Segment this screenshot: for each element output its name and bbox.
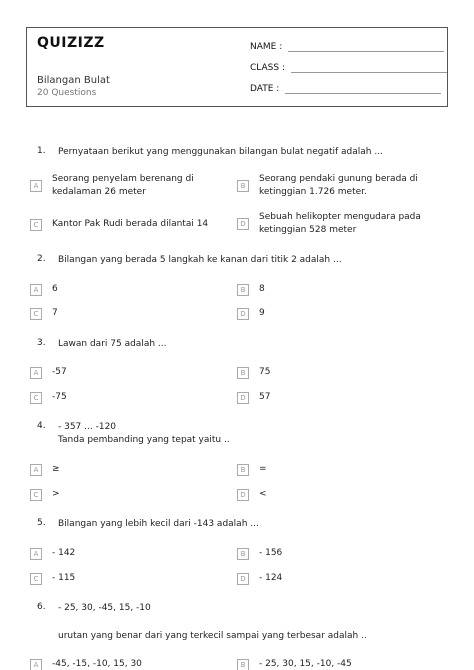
option-text bbox=[259, 173, 418, 199]
date-field[interactable] bbox=[250, 84, 441, 94]
option-letter: D bbox=[237, 573, 249, 585]
option-text: 9 bbox=[259, 308, 265, 318]
option-3c[interactable] bbox=[30, 391, 67, 404]
question-3 bbox=[37, 338, 166, 351]
question-number: 3. bbox=[37, 338, 46, 348]
worksheet-header bbox=[26, 27, 448, 107]
option-text: - 124 bbox=[259, 573, 283, 583]
question-number: 6. bbox=[37, 602, 46, 612]
option-letter: B bbox=[237, 367, 249, 379]
option-text: -45, -15, -10, 15, 30 bbox=[52, 659, 142, 669]
option-letter: A bbox=[30, 180, 42, 192]
option-text: < bbox=[259, 489, 267, 499]
option-text: 75 bbox=[259, 367, 271, 377]
option-4a[interactable] bbox=[30, 463, 60, 476]
option-letter: B bbox=[237, 659, 249, 670]
name-label: NAME : bbox=[250, 42, 283, 52]
option-line-1: Seorang penyelam berenang di bbox=[52, 174, 194, 184]
option-6b[interactable] bbox=[237, 658, 352, 670]
question-number: 5. bbox=[37, 518, 46, 528]
question-6-instruction bbox=[58, 630, 367, 643]
option-4b[interactable] bbox=[237, 463, 267, 476]
question-line-2: Tanda pembanding yang tepat yaitu .. bbox=[58, 435, 230, 445]
option-text: -57 bbox=[52, 367, 67, 377]
option-text: ≥ bbox=[52, 464, 60, 474]
date-line[interactable] bbox=[285, 84, 441, 94]
option-text: -75 bbox=[52, 392, 67, 402]
option-line-1: Sebuah helikopter mengudara pada bbox=[259, 212, 421, 222]
option-line-2: ketinggian 1.726 meter. bbox=[259, 187, 367, 197]
option-line-2: kedalaman 26 meter bbox=[52, 187, 146, 197]
question-2 bbox=[37, 254, 342, 267]
question-5 bbox=[37, 518, 259, 531]
option-5b[interactable] bbox=[237, 547, 282, 560]
option-letter: A bbox=[30, 464, 42, 476]
question-text: Pernyataan berikut yang menggunakan bilangan bulat negatif adalah ... bbox=[58, 147, 383, 157]
option-1a[interactable] bbox=[30, 173, 194, 199]
question-count: 20 Questions bbox=[37, 88, 97, 98]
option-text bbox=[259, 211, 421, 237]
option-text: 8 bbox=[259, 284, 265, 294]
option-letter: A bbox=[30, 548, 42, 560]
option-text: Kantor Pak Rudi berada dilantai 14 bbox=[52, 219, 209, 229]
option-letter: B bbox=[237, 548, 249, 560]
name-field[interactable] bbox=[250, 42, 444, 52]
question-6 bbox=[37, 602, 151, 615]
question-text bbox=[58, 421, 230, 447]
option-3d[interactable] bbox=[237, 391, 270, 404]
option-2c[interactable] bbox=[30, 307, 58, 320]
option-letter: C bbox=[30, 392, 42, 404]
option-4d[interactable] bbox=[237, 488, 267, 501]
option-text bbox=[52, 173, 194, 199]
option-letter: B bbox=[237, 180, 249, 192]
date-label: DATE : bbox=[250, 84, 280, 94]
option-text: 7 bbox=[52, 308, 58, 318]
option-3b[interactable] bbox=[237, 366, 270, 379]
option-1b[interactable] bbox=[237, 173, 418, 199]
option-letter: D bbox=[237, 308, 249, 320]
option-text: > bbox=[52, 489, 60, 499]
option-letter: B bbox=[237, 284, 249, 296]
option-letter: A bbox=[30, 659, 42, 670]
option-letter: A bbox=[30, 284, 42, 296]
worksheet-title: Bilangan Bulat bbox=[37, 75, 110, 86]
name-line[interactable] bbox=[288, 42, 444, 52]
option-letter: C bbox=[30, 308, 42, 320]
question-4 bbox=[37, 421, 230, 447]
question-1 bbox=[37, 146, 383, 159]
question-text: Lawan dari 75 adalah ... bbox=[58, 339, 167, 349]
option-2d[interactable] bbox=[237, 307, 265, 320]
quizizz-logo: QUIZIZZ bbox=[37, 35, 105, 51]
option-letter: D bbox=[237, 392, 249, 404]
option-5d[interactable] bbox=[237, 572, 282, 585]
option-2b[interactable] bbox=[237, 283, 265, 296]
option-2a[interactable] bbox=[30, 283, 58, 296]
option-1d[interactable] bbox=[237, 211, 421, 237]
option-letter: A bbox=[30, 367, 42, 379]
option-text: 57 bbox=[259, 392, 271, 402]
question-line-1: - 357 ... -120 bbox=[58, 422, 117, 432]
option-text: - 142 bbox=[52, 548, 76, 558]
question-text: Bilangan yang lebih kecil dari -143 adalah ... bbox=[58, 519, 259, 529]
question-number: 2. bbox=[37, 254, 46, 264]
option-5a[interactable] bbox=[30, 547, 75, 560]
option-text: 6 bbox=[52, 284, 58, 294]
option-4c[interactable] bbox=[30, 488, 60, 501]
option-3a[interactable] bbox=[30, 366, 67, 379]
option-letter: D bbox=[237, 218, 249, 230]
option-letter: C bbox=[30, 489, 42, 501]
option-line-1: Seorang pendaki gunung berada di bbox=[259, 174, 418, 184]
class-line[interactable] bbox=[291, 63, 447, 73]
option-5c[interactable] bbox=[30, 572, 75, 585]
option-text: - 156 bbox=[259, 548, 283, 558]
question-text: - 25, 30, -45, 15, -10 bbox=[58, 603, 151, 613]
option-text: = bbox=[259, 464, 267, 474]
option-letter: C bbox=[30, 573, 42, 585]
option-6a[interactable] bbox=[30, 658, 142, 670]
option-letter: C bbox=[30, 219, 42, 231]
question-number: 4. bbox=[37, 421, 46, 431]
question-text-2: urutan yang benar dari yang terkecil sampai yang terbesar adalah .. bbox=[58, 631, 367, 641]
option-text: - 115 bbox=[52, 573, 76, 583]
question-text: Bilangan yang berada 5 langkah ke kanan dari titik 2 adalah ... bbox=[58, 255, 342, 265]
question-number: 1. bbox=[37, 146, 46, 156]
class-field[interactable] bbox=[250, 63, 447, 73]
option-text: - 25, 30, 15, -10, -45 bbox=[259, 659, 352, 669]
option-letter: D bbox=[237, 489, 249, 501]
class-label: CLASS : bbox=[250, 63, 285, 73]
option-1c[interactable] bbox=[30, 218, 208, 231]
option-letter: B bbox=[237, 464, 249, 476]
option-line-2: ketinggian 528 meter bbox=[259, 225, 357, 235]
